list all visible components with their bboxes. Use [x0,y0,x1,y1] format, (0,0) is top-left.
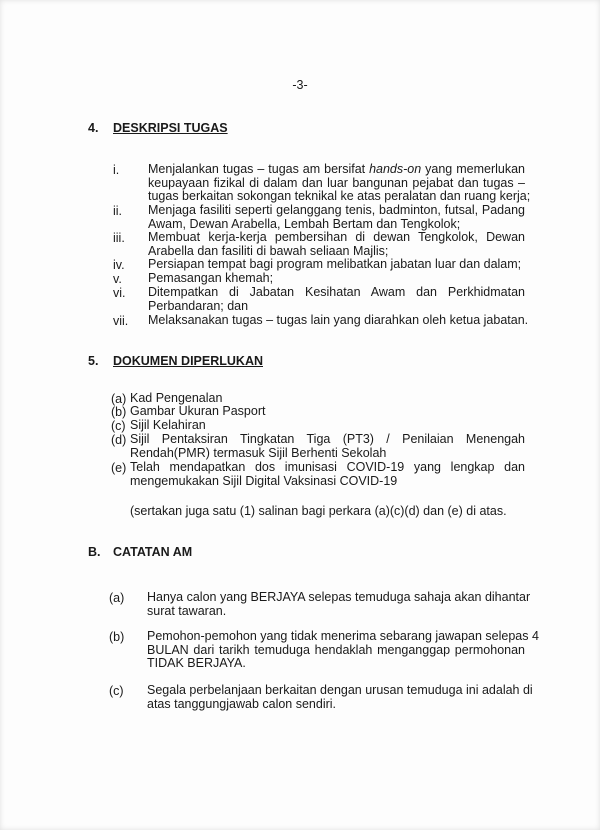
item-line: mengemukakan Sijil Digital Vaksinasi COVID-19 [130,473,398,488]
item-line: TIDAK BERJAYA. [147,656,246,670]
item-line: Telah mendapatkan dos imunisasi COVID-19 yang lengkap dan [130,460,525,474]
item-line: Arabella dan fasiliti di bawah seliaan Majlis; [148,243,389,258]
item-label: (c) [111,419,126,433]
item-line: atas tanggungjawab calon sendiri. [147,696,337,711]
section-b-number: B. [88,545,101,559]
item-line: Sijil Kelahiran [130,418,206,432]
item-label: ii. [113,204,123,218]
item-line: surat tawaran. [147,603,227,618]
page-number: -3- [292,78,308,92]
section-5-number: 5. [88,354,99,368]
item-line: Pemasangan khemah; [148,271,274,285]
item-label: (b) [109,630,125,644]
item-label: i. [113,163,120,177]
item-line: BULAN dari tarikh temuduga hendaklah menganggap permohonan [147,642,525,657]
item-line: Kad Pengenalan [130,391,223,405]
item-label: (b) [111,405,127,419]
documents-note: (sertakan juga satu (1) salinan bagi perkara (a)(c)(d) dan (e) di atas. [130,504,507,518]
item-line: Gambar Ukuran Pasport [130,404,266,418]
item-line: Pemohon-pemohon yang tidak menerima sebarang jawapan selepas 4 [147,629,539,643]
item-line: Menjaga fasiliti seperti gelanggang tenis, badminton, futsal, Padang [148,203,525,217]
item-line: Ditempatkan di Jabatan Kesihatan Awam dan Perkhidmatan [148,285,525,299]
item-line: Persiapan tempat bagi program melibatkan jabatan luar dan dalam; [148,257,522,271]
section-4-number: 4. [88,121,99,135]
item-line: keupayaan fizikal di dalam dan luar bangunan pejabat dan tugas – [148,175,525,190]
item-line: Hanya calon yang BERJAYA selepas temuduga sahaja akan dihantar [147,590,531,604]
item-line: tugas berkaitan sokongan teknikal ke atas peralatan dan ruang kerja; [148,189,531,203]
item-label: vi. [113,286,126,300]
item-line: Sijil Pentaksiran Tingkatan Tiga (PT3) / Penilaian Menengah [130,432,525,446]
section-5-heading: DOKUMEN DIPERLUKAN [113,354,263,368]
item-line: Rendah(PMR) termasuk Sijil Berhenti Sekolah [130,445,387,460]
item-line: Perbandaran; dan [148,298,249,313]
item-label: (a) [109,591,125,605]
item-line: Menjalankan tugas – tugas am bersifat hands-on yang memerlukan [148,162,525,176]
item-line: Awam, Dewan Arabella, Lembah Bertam dan Tengkolok; [148,216,461,231]
item-label: (d) [111,433,127,447]
section-b-heading: CATATAN AM [113,545,193,559]
item-label: vii. [113,314,129,328]
item-line: Segala perbelanjaan berkaitan dengan urusan temuduga ini adalah di [147,683,533,697]
item-line: Melaksanakan tugas – tugas lain yang diarahkan oleh ketua jabatan. [148,313,529,327]
item-line: Membuat kerja-kerja pembersihan di dewan Tengkolok, Dewan [148,230,525,244]
item-label: iv. [113,258,125,272]
item-label: iii. [113,231,125,245]
item-label: v. [113,272,122,286]
item-label: (e) [111,461,127,475]
item-label: (a) [111,392,127,406]
section-4-heading: DESKRIPSI TUGAS [113,121,228,135]
item-label: (c) [109,684,124,698]
